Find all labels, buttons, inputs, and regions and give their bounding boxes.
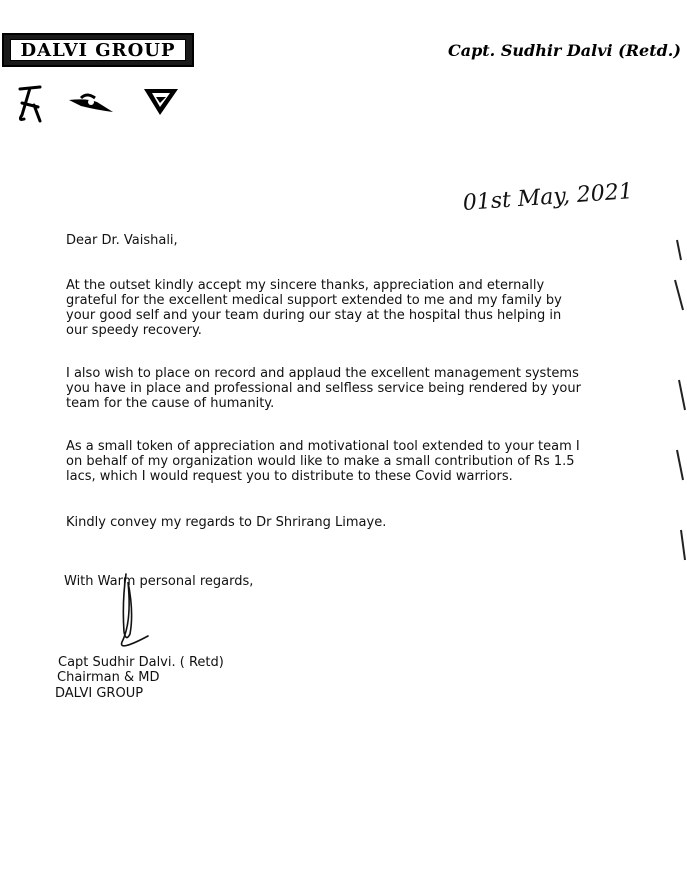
paragraph-regards: Kindly convey my regards to Dr Shrirang Limaye. [66,515,387,530]
emblem-ship-icon [67,88,115,116]
paragraph-applaud: I also wish to place on record and applaud the excellent management systems you have in place and professional and selfless service being rendered by your team for the cause of humanity. [66,366,581,411]
letterhead-name: Capt. Sudhir Dalvi (Retd.) [448,41,681,60]
signatory-company: DALVI GROUP [55,686,144,701]
salutation: Dear Dr. Vaishali, [66,233,178,248]
company-logo [2,33,194,67]
letter-date: 01st May, 2021 [462,179,634,216]
signatory-name: Capt Sudhir Dalvi. ( Retd) [58,655,224,670]
closing-line: With Warm personal regards, [64,574,254,589]
emblem-figure-icon [12,85,48,123]
logo-text: DALVI GROUP [20,39,176,61]
signatory-title: Chairman & MD [57,670,160,685]
paragraph-contribution: As a small token of appreciation and motivational tool extended to your team I on behalf of my organization would like to make a small contribution of Rs 1.5 lacs, which I would request you to distribute to these Covid warriors. [66,439,580,484]
emblem-wings-icon [142,85,180,117]
scan-edge-marks [657,200,687,600]
paragraph-thanks: At the outset kindly accept my sincere thanks, appreciation and eternally grateful for the excellent medical support extended to me and my family by your good self and your team during our stay at the hospital thus helping in our speedy recovery. [66,278,562,338]
